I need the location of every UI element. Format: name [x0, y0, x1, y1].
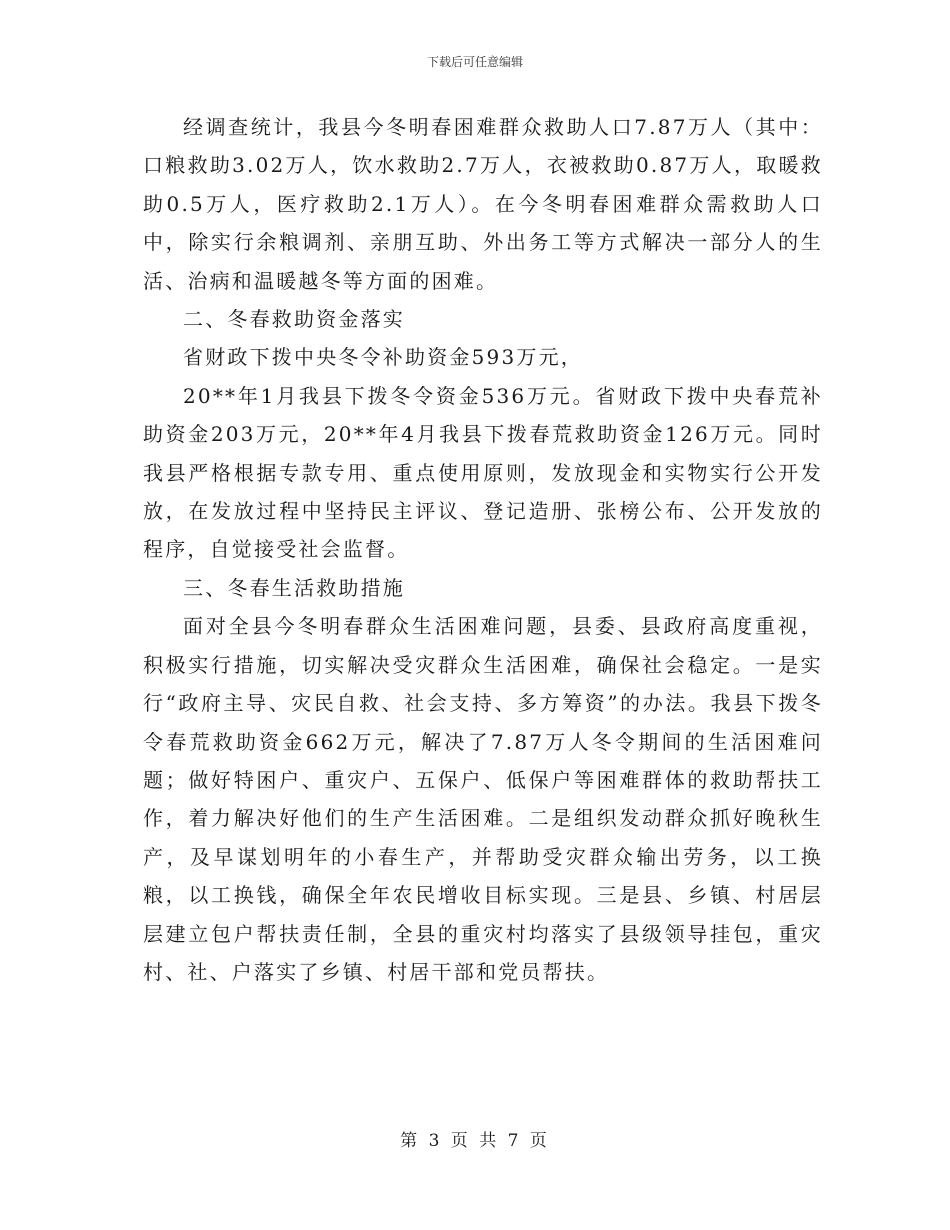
paragraph-relief-measures: 面对全县今冬明春群众生活困难问题，县委、县政府高度重视，积极实行措施，切实解决受灾群众生活困难，确保社会稳定。一是实行“政府主导、灾民自救、社会支持、多方筹资”的办法。我县下拨冬令春荒救助资金662万元，解决了7.87万人冬令期间的生活困难问题；做好特困户、重灾户、五保户、低保户等困难群体的救助帮扶工作，着力解决好他们的生产生活困难。二是组织发动群众抓好晚秋生产，及早谋划明年的小春生产，并帮助受灾群众输出劳务，以工换粮，以工换钱，确保全年农民增收目标实现。三是县、乡镇、村居层层建立包户帮扶责任制，全县的重灾村均落实了县级领导挂包，重灾村、社、户落实了乡镇、村居干部和党员帮扶。: [143, 614, 823, 984]
section-heading-funds: 二、冬春救助资金落实: [183, 307, 405, 332]
page-number: 第 3 页 共 7 页: [400, 1131, 550, 1151]
section-heading-measures: 三、冬春生活救助措施: [183, 575, 405, 600]
paragraph-survey-statistics: 经调查统计，我县今冬明春困难群众救助人口7.87万人（其中：口粮救助3.02万人，饮水救助2.7万人，衣被救助0.87万人，取暖救助0.5万人，医疗救助2.1万人）。在今冬明春困难群众需救助人口中，除实行余粮调剂、亲朋互助、外出务工等方式解决一部分人的生活、治病和温暖越冬等方面的困难。: [143, 115, 823, 293]
document-body: [143, 108, 823, 991]
paragraph-provincial-allocation: 省财政下拨中央冬令补助资金593万元，: [183, 345, 583, 370]
paragraph-county-allocation: 20**年1月我县下拨冬令资金536万元。省财政下拨中央春荒补助资金203万元，20**年4月我县下拨春荒救助资金126万元。同时我县严格根据专款专用、重点使用原则，发放现金和实物实行公开发放，在发放过程中坚持民主评议、登记造册、张榜公布、公开发放的程序，自觉接受社会监督。: [143, 383, 823, 562]
page-header-note: 下载后可任意编辑: [426, 55, 523, 69]
